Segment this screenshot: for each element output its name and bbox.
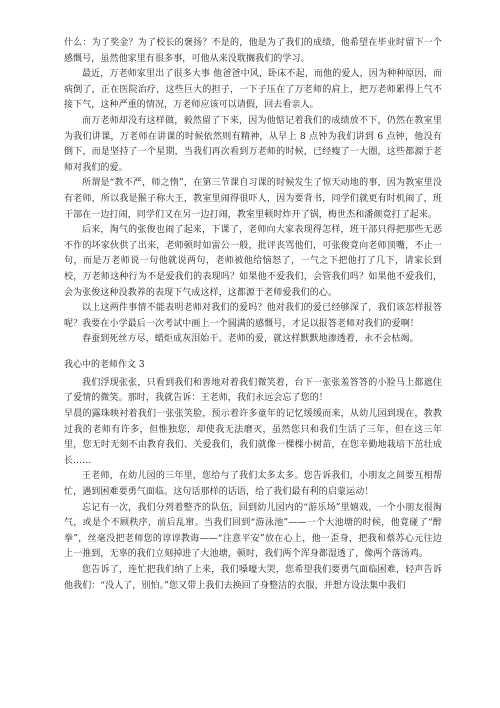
essay2-paragraph: 早晨的露珠映衬着我们一张张笑脸，预示着许多童年的记忆缓缓而来，从幼儿园到现在，教教过我的老师有许多，但惟独您，却使我无法磨灭，虽然您只和我们生活了三年，但在这三年里，您无时无刻不由教育我们、关爱我们，我们就像一棵棵小树苗，在您辛勤地栽培下茁壮成长…… [64, 409, 442, 466]
essay2-paragraph: 王老师，在幼儿园的三年里，您给与了我们太多太多。您告诉我们，小朋友之间要互相帮忙，遇到困难要勇气面临。这句话那样的话语，给了我们最有利的启蒙运动！ [64, 471, 442, 498]
essay2-paragraph: 您告诉了，连忙把我们纳了上来，我们嗓嚎大哭，您希望我们要勇气面临困难，轻声告诉他我们：“没人了，别怕。”您又带上我们去换回了身整洁的衣服，并想方设法集中我们 [64, 565, 442, 591]
essay1-paragraph: 以上这两件事情不能表明老师对我们的爱吗？他对我们的爱已经够深了，我们该怎样报答呢？我要在小学最后一次考试中画上一个圆满的感慨号，才足以报答老师对我们的爱啊！ [64, 303, 442, 329]
essay1-paragraph: 什么：为了奖金？为了校长的褒扬？不是的，他是为了我们的成绩，他希望在毕业时留下一个感慨号，虽然他家里有很多事，可他从来没耽搁我们的学习。 [64, 38, 442, 64]
essay2-title: 我心中的老师作文 3 [64, 359, 145, 370]
essay1-closing: 春蚕到死丝方尽，蜡炬成灰泪始干。老师的爱，就这样默默地渗透着，永不会枯竭。 [82, 334, 419, 345]
essay2-paragraph: 忘记有一次，我们分列着整齐的队伍，回到幼儿园内的“游乐场”里嬉戏，一个小朋友很淘气，或是个不顾秩序，前后乱窜。当我们回到“游泳池”——一个大池塘的时候，他竟碰了“醉拳”，丝毫没把老师您的谆谆教诲——“注意平安”放在心上，他一歪身，把我和蔡苏心元往边上一推到，无辜的我们立刻掉进了大池塘，顿时，我们两个浑身都湿透了，像两个落汤鸡。 [64, 502, 442, 560]
essay1-paragraph: 而万老师却没有这样做，毅然留了下来，因为他惦记着我们的成绩放不下，仍然在教室里为我们讲课，万老师在讲课的时候依然则有精神，从早上 8 点钟为我们讲到 6 点钟，他没有倒下，而是坚持了一个星期，当我们再次看到万老师的时候，已经瘦了一大圈，这些都源于老师对我们的爱。 [64, 115, 442, 173]
document-body [64, 36, 442, 594]
essay1-paragraph: 后来，淘气的张俊也闹了起来，下课了，老师向大家表现得怎样，班干部只得把那些无恶不作的坏家伙供了出来，老师顿时如雷公一般，批评丧骂他们，可张俊竟向老师顶嘴，不止一句，而是万老师说一句他就说两句，老师被他给恼怒了，一气之下把他打了几下，请家长到校，万老师这种行为不是爱我们的表现吗？如果他不爱我们，会管我们吗？如果他不爱我们，会为张俊这种没教养的表现下气成这样，这都源于老师爱我们的心。 [64, 225, 442, 298]
essay1-paragraph: 所谓是“教不严，师之惰”，在第三节课自习课的时候发生了惊天动地的事，因为教室里没有老师，所以我是猴子称大王，教室里闹得很吓人，因为要背书，同学们就更有时机闹了，班干部在一边打闹，同学们又在另一边打闹，教室里顿时炸开了锅，梅世杰和潘颜竟打了起来。 [64, 178, 442, 220]
essay1-paragraph: 最近，万老师家里出了很多大事 他爸爸中风，卧床不起，而他的爱人，因为种种原因，而病倒了，正在医院治疗，这些巨大的担子，一下子压在了万老师的肩上，把万老师累得上气不接下气，这种严重的情况，万老师应该可以请假，回去看亲人。 [64, 69, 442, 111]
essay2-paragraph: 我们浮现张张，只看到我们和善地对着我们微笑着，台下一张张羞答答的小脸马上都遮住了爱情的微笑。那时，我就告诉：王老师，我们永远会忘了您的！ [64, 377, 442, 404]
